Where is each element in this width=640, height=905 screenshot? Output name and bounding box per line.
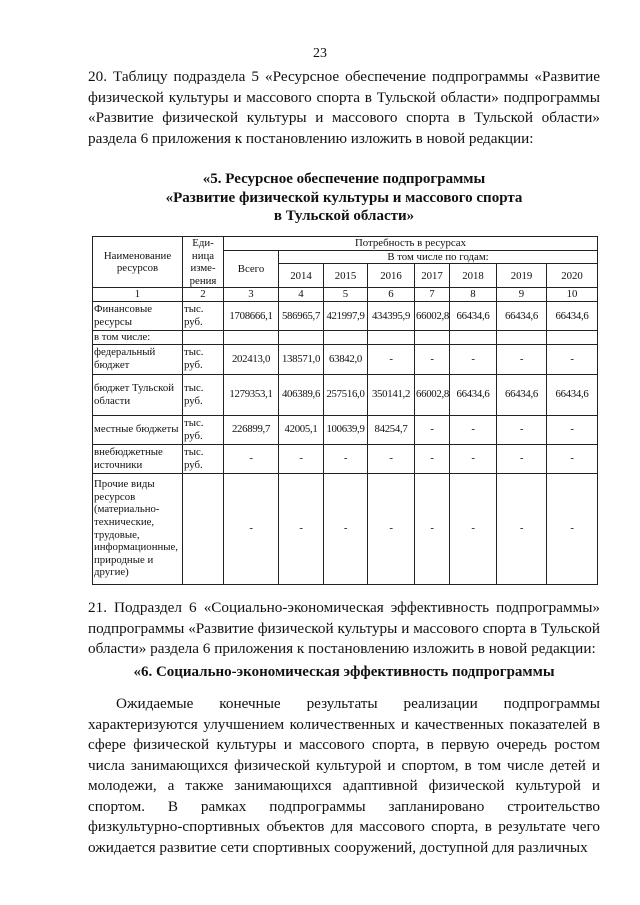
row-name: местные бюджеты <box>93 415 183 444</box>
row-name: Прочие виды ресурсов (материально-технические, трудовые, информационные, природные и другие) <box>93 473 183 584</box>
column-number-row <box>93 288 598 302</box>
value-cell: - <box>547 473 598 584</box>
value-cell: 66434,6 <box>497 301 547 330</box>
value-cell: - <box>415 473 450 584</box>
value-cell: - <box>279 473 324 584</box>
header-by-year: В том числе по годам: <box>279 250 598 264</box>
value-cell: 66434,6 <box>547 374 598 415</box>
row-unit <box>183 473 224 584</box>
column-number: 7 <box>415 288 450 302</box>
row-unit: тыс. руб. <box>183 344 224 374</box>
value-cell: 202413,0 <box>224 344 279 374</box>
value-cell: 66002,8 <box>415 374 450 415</box>
value-cell: 226899,7 <box>224 415 279 444</box>
column-number: 5 <box>324 288 368 302</box>
value-cell: - <box>368 444 415 473</box>
section-6-title: «6. Социально-экономическая эффективность подпрограммы <box>133 664 555 680</box>
header-year: 2014 <box>279 264 324 288</box>
value-cell: 138571,0 <box>279 344 324 374</box>
value-cell: - <box>368 344 415 374</box>
value-cell: 66434,6 <box>547 301 598 330</box>
row-name: федеральный бюджет <box>93 344 183 374</box>
value-cell: - <box>450 344 497 374</box>
value-cell: - <box>415 444 450 473</box>
body-paragraph: Ожидаемые конечные результаты реализации подпрограммы характеризуются улучшением количественных и качественных показателей в сфере физической культуры и массового спорта, в первую очередь ростом числа занимающихся физической культурой и спортом, в том числе детей и молодежи, а также занимающихся адаптивной физической культурой и спортом. В рамках подпрограммы запланировано строительство физкультурно-спортивных объектов для массового спорта, в результате чего ожидается развитие сети спортивных сооружений, доступной для различных <box>88 695 600 856</box>
value-cell: - <box>224 473 279 584</box>
table-subheader-row <box>93 330 598 344</box>
value-cell: - <box>450 415 497 444</box>
table-row <box>93 444 598 473</box>
column-number: 1 <box>93 288 183 302</box>
column-number: 10 <box>547 288 598 302</box>
value-cell: 350141,2 <box>368 374 415 415</box>
row-unit: тыс. руб. <box>183 415 224 444</box>
value-cell: - <box>547 444 598 473</box>
table-row <box>93 344 598 374</box>
value-cell: - <box>224 444 279 473</box>
value-cell: - <box>497 444 547 473</box>
value-cell: - <box>279 444 324 473</box>
header-year: 2018 <box>450 264 497 288</box>
value-cell: - <box>547 415 598 444</box>
section-5-title-line: «Развитие физической культуры и массового спорта <box>165 189 523 206</box>
column-number: 4 <box>279 288 324 302</box>
header-total: Всего <box>224 250 279 288</box>
header-year: 2016 <box>368 264 415 288</box>
value-cell: 84254,7 <box>368 415 415 444</box>
table-row <box>93 374 598 415</box>
value-cell: 257516,0 <box>324 374 368 415</box>
section-5-title <box>88 170 600 226</box>
value-cell: - <box>450 444 497 473</box>
value-cell: - <box>497 344 547 374</box>
value-cell: 66434,6 <box>450 374 497 415</box>
value-cell: 421997,9 <box>324 301 368 330</box>
column-number: 3 <box>224 288 279 302</box>
table-row <box>93 301 598 330</box>
value-cell: 100639,9 <box>324 415 368 444</box>
value-cell: 66002,8 <box>415 301 450 330</box>
row-name: Финансовые ресурсы <box>93 301 183 330</box>
value-cell: 42005,1 <box>279 415 324 444</box>
value-cell: 434395,9 <box>368 301 415 330</box>
header-unit: Еди-ница изме-рения <box>183 237 224 288</box>
value-cell: 66434,6 <box>497 374 547 415</box>
row-subheader: в том числе: <box>93 330 183 344</box>
column-number: 2 <box>183 288 224 302</box>
row-unit: тыс. руб. <box>183 301 224 330</box>
column-number: 6 <box>368 288 415 302</box>
value-cell: - <box>368 473 415 584</box>
value-cell: 1279353,1 <box>224 374 279 415</box>
value-cell: 66434,6 <box>450 301 497 330</box>
value-cell: 1708666,1 <box>224 301 279 330</box>
section-5-title-line: «5. Ресурсное обеспечение подпрограммы <box>202 171 486 187</box>
row-name: бюджет Тульской области <box>93 374 183 415</box>
header-need: Потребность в ресурсах <box>224 237 598 251</box>
table-row <box>93 415 598 444</box>
value-cell: - <box>324 444 368 473</box>
row-name: внебюджетные источники <box>93 444 183 473</box>
value-cell: - <box>450 473 497 584</box>
row-unit: тыс. руб. <box>183 374 224 415</box>
value-cell: 586965,7 <box>279 301 324 330</box>
paragraph-20: 20. Таблицу подраздела 5 «Ресурсное обеспечение подпрограммы «Развитие физической культуры и массового спорта в Тульской области» подпрограммы «Развитие физической культуры и массового спорта в Тульской области» раздела 6 приложения к постановлению изложить в новой редакции: <box>88 68 600 147</box>
value-cell: - <box>547 344 598 374</box>
paragraph-21: 21. Подраздел 6 «Социально-экономическая эффективность подпрограммы» подпрограммы «Развитие физической культуры и массового спорта в Тульской области» раздела 6 приложения к постановлению изложить в новой редакции: <box>88 599 600 657</box>
value-cell: - <box>497 473 547 584</box>
header-year: 2015 <box>324 264 368 288</box>
table-row <box>93 473 598 584</box>
section-5-title-line: в Тульской области» <box>273 208 415 224</box>
header-year: 2017 <box>415 264 450 288</box>
header-name: Наименование ресурсов <box>93 237 183 288</box>
row-unit: тыс. руб. <box>183 444 224 473</box>
header-year: 2019 <box>497 264 547 288</box>
resource-table <box>92 236 598 585</box>
value-cell: 63842,0 <box>324 344 368 374</box>
value-cell: - <box>415 415 450 444</box>
header-year: 2020 <box>547 264 598 288</box>
column-number: 9 <box>497 288 547 302</box>
column-number: 8 <box>450 288 497 302</box>
page-number: 23 <box>313 46 327 61</box>
value-cell: - <box>415 344 450 374</box>
value-cell: - <box>324 473 368 584</box>
value-cell: - <box>497 415 547 444</box>
value-cell: 406389,6 <box>279 374 324 415</box>
